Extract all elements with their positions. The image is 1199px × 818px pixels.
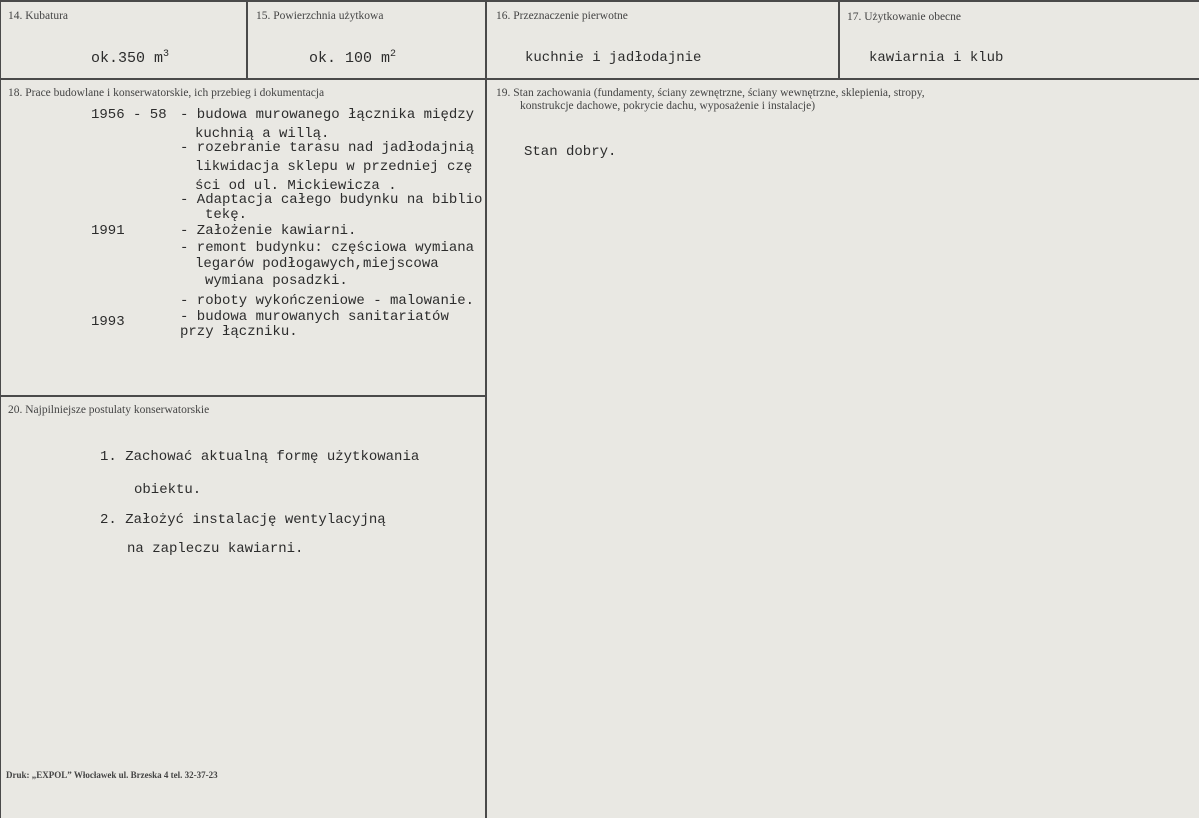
postulaty-line: 2. Założyć instalację wentylacyjną xyxy=(100,512,386,528)
uzytkowanie-label: 17. Użytkowanie obecne xyxy=(847,11,962,23)
prace-year: 1991 xyxy=(91,223,125,239)
stan-label-line2: konstrukcje dachowe, pokrycie dachu, wyposażenie i instalacje) xyxy=(520,100,816,112)
powierzchnia-unit-sup: 2 xyxy=(390,49,397,60)
prace-line: wymiana posadzki. xyxy=(205,273,348,289)
prace-line: tekę. xyxy=(205,207,248,223)
postulaty-label: 20. Najpilniejsze postulaty konserwatorskie xyxy=(8,404,210,416)
uzytkowanie-value: kawiarnia i klub xyxy=(869,50,1004,66)
left-bottom-divider xyxy=(0,395,486,397)
row1-bottom-line xyxy=(0,78,1199,80)
prace-line: - budowa murowanego łącznika między xyxy=(180,107,475,123)
col3-divider xyxy=(838,0,840,79)
prace-line: przy łączniku. xyxy=(180,324,298,340)
postulaty-line: 1. Zachować aktualną formę użytkowania xyxy=(100,449,420,465)
przeznaczenie-value: kuchnie i jadłodajnie xyxy=(525,50,702,66)
stan-value: Stan dobry. xyxy=(524,144,617,160)
prace-line: - budowa murowanych sanitariatów xyxy=(180,309,449,325)
prace-line: - Adaptacja całego budynku na biblio xyxy=(180,192,483,208)
kubatura-value: ok.350 $m^3$ xyxy=(91,49,170,67)
prace-year: 1956 - 58 xyxy=(91,107,167,123)
prace-line: legarów podłogawych,miejscowa xyxy=(195,256,439,272)
printer-footer: Druk: „EXPOL” Włocławek ul. Brzeska 4 tel. 32-37-23 xyxy=(6,770,218,780)
prace-label: 18. Prace budowlane i konserwatorskie, ich przebieg i dokumentacja xyxy=(8,87,325,99)
kubatura-unit-sup: 3 xyxy=(163,49,170,60)
prace-line: ści od ul. Mickiewicza . xyxy=(195,178,397,194)
top-border-line xyxy=(0,0,1199,2)
prace-line: - rozebranie tarasu nad jadłodajnią xyxy=(180,140,475,156)
prace-line: likwidacja sklepu w przedniej czę xyxy=(195,159,473,175)
kubatura-label: 14. Kubatura xyxy=(8,10,69,22)
col1-divider xyxy=(246,0,248,79)
przeznaczenie-label: 16. Przeznaczenie pierwotne xyxy=(496,10,628,22)
prace-line: kuchnią a willą. xyxy=(195,126,330,142)
postulaty-line: na zapleczu kawiarni. xyxy=(127,541,304,557)
left-border-line xyxy=(0,0,1,818)
prace-line: - Założenie kawiarni. xyxy=(180,223,357,239)
prace-line: - roboty wykończeniowe - malowanie. xyxy=(180,293,475,309)
prace-line: - remont budynku: częściowa wymiana xyxy=(180,240,475,256)
powierzchnia-label: 15. Powierzchnia użytkowa xyxy=(256,10,384,22)
stan-label-line1: 19. Stan zachowania (fundamenty, ściany zewnętrzne, ściany wewnętrzne, sklepienia, stropy, xyxy=(496,87,925,99)
prace-year: 1993 xyxy=(91,314,125,330)
col2-divider xyxy=(485,0,487,818)
postulaty-line: obiektu. xyxy=(134,482,202,498)
powierzchnia-value: ok. 100 $m^2$ xyxy=(309,49,397,67)
